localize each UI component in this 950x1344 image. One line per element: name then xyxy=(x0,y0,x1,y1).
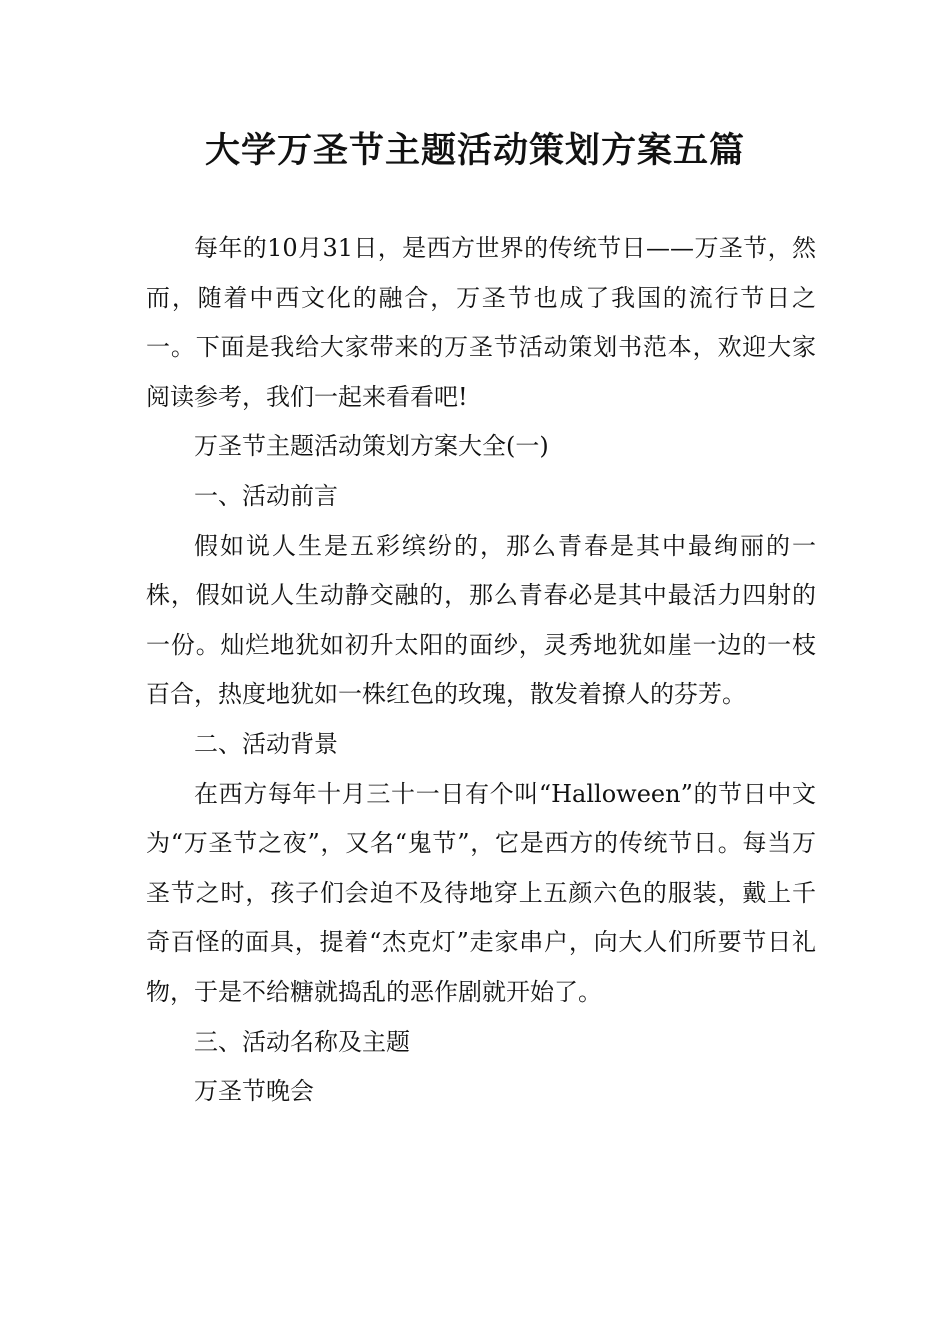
intro-paragraph: 每年的10月31日，是西方世界的传统节日——万圣节，然而，随着中西文化的融合，万圣节也成了我国的流行节日之一。下面是我给大家带来的万圣节活动策划书范本，欢迎大家阅读参考，我们一起来看看吧! xyxy=(146,234,816,411)
document-body xyxy=(146,224,816,1117)
preface-paragraph: 假如说人生是五彩缤纷的，那么青春是其中最绚丽的一株，假如说人生动静交融的，那么青春必是其中最活力四射的一份。灿烂地犹如初升太阳的面纱，灵秀地犹如崖一边的一枝百合，热度地犹如一株红色的玫瑰，散发着撩人的芬芳。 xyxy=(146,531,816,709)
section-heading-preface: 一、活动前言 xyxy=(194,481,338,510)
section-heading-background: 二、活动背景 xyxy=(194,729,338,758)
section-heading-plan-one: 万圣节主题活动策划方案大全(一) xyxy=(194,432,549,461)
document-title: 大学万圣节主题活动策划方案五篇 xyxy=(204,131,745,171)
background-paragraph: 在西方每年十月三十一日有个叫“Halloween”的节日中文为“万圣节之夜”，又名“鬼节”，它是西方的传统节日。每当万圣节之时，孩子们会迫不及待地穿上五颜六色的服装，戴上千奇百怪的面具，提着“杰克灯”走家串户，向大人们所要节日礼物，于是不给糖就捣乱的恶作剧就开始了。 xyxy=(146,779,816,1006)
event-name-paragraph: 万圣节晚会 xyxy=(194,1077,314,1106)
section-heading-name-theme: 三、活动名称及主题 xyxy=(194,1027,410,1056)
